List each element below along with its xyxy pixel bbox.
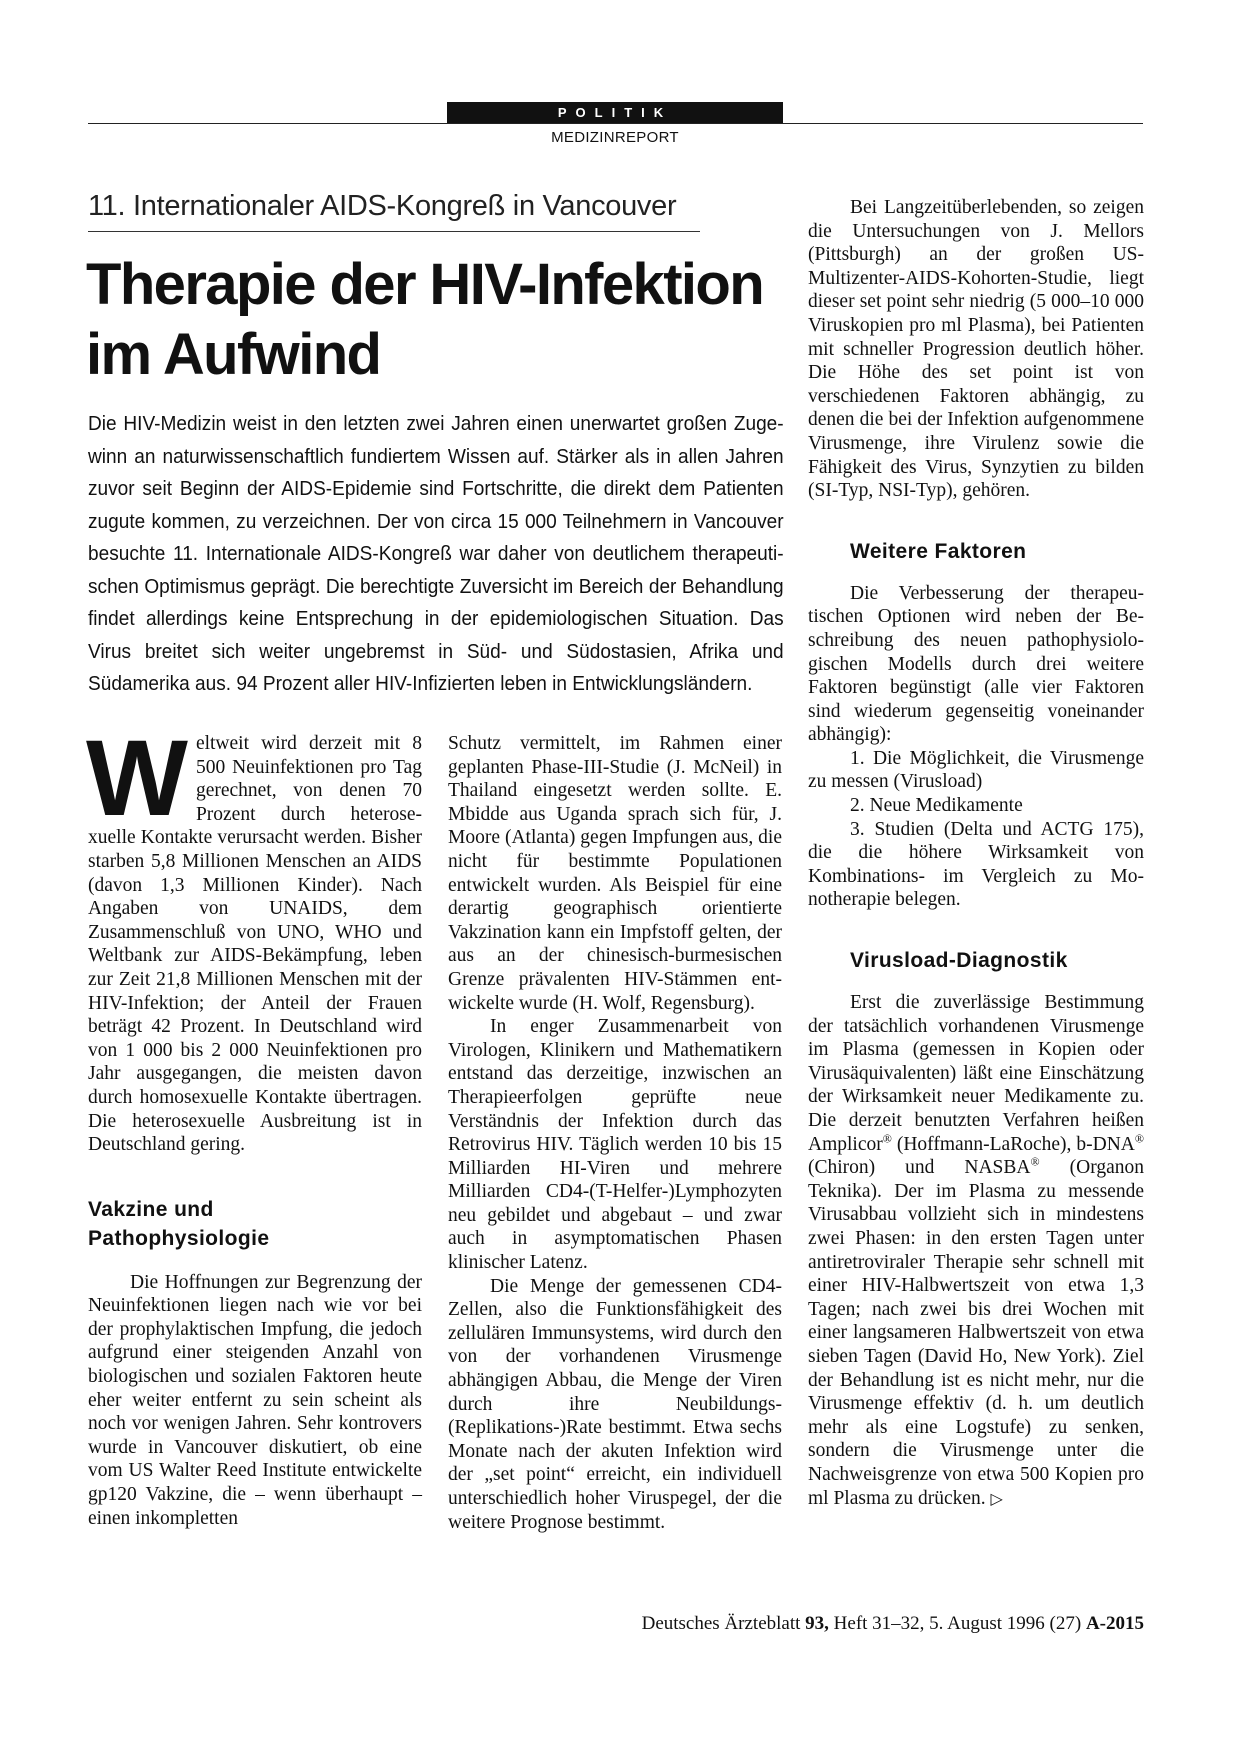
- subheading-vakzine: [88, 1195, 422, 1253]
- registered-mark: ®: [882, 1131, 892, 1146]
- page-number: A-2015: [1085, 1613, 1144, 1634]
- body-paragraph: Bei Langzeitüberlebenden, so zeigen die Untersuchungen von J. Mellors (Pittsburgh) an der großen US-Multizenter-AIDS-Kohorten-Studie, liegt dieser set point sehr niedrig (5 000–10 000 Viruskopien pro ml Plasma), bei Patienten mit schneller Progression deutlich höher. Die Höhe des set point ist von verschiedenen Faktoren abhängig, zu denen die bei der Infektion aufgenommene Virusmenge, ihre Virulenz sowie die Fähigkeit des Virus, Synzytien zu bilden (SI-Typ, NSI-Typ), gehören.: [808, 197, 1144, 502]
- subheading-virusload: Virusload-Diagnostik: [850, 949, 1068, 973]
- registered-mark: ®: [1030, 1154, 1040, 1169]
- body-column-2: [448, 732, 782, 1534]
- paragraph-text: Erst die zuverlässige Bestimmung der tatsächlich vorhandenen Virusmenge im Plasma (gemessen in Kopien oder Virusäquivalenten) läßt eine Einschätzung der Wirksamkeit neuer Medikamente zu. Die derzeit benutzten Verfahren heißen Amplicor: [808, 992, 1144, 1155]
- title-line-1: Therapie der HIV-Infektion: [86, 252, 764, 317]
- article-title: [86, 250, 786, 390]
- subsection-label: MEDIZINREPORT: [551, 129, 679, 146]
- header-rule: [88, 123, 1143, 124]
- journal-volume: 93,: [805, 1613, 829, 1634]
- paragraph-text: (Organon Teknika). Der im Plasma zu messende Virusabbau vollzieht sich in mindestens zwei Phasen: in den ersten Tagen unter antiretroviraler Therapie sehr schnell mit einer HIV-Halbwertszeit von etwa 1,3 Tagen; nach zwei bis drei Wochen mit einer langsameren Halbwertszeit von etwa sieben Tagen (David Ho, New York). Ziel der Behandlung ist es nicht mehr, nur die Virusmenge effektiv (d. h. um deutlich mehr als eine Logstufe) zu senken, sondern die Virusmenge unter die Nachweisgrenze von etwa 500 Kopien pro ml Plasma zu drücken.: [808, 1157, 1144, 1509]
- kicker-rule: [88, 231, 700, 232]
- drop-cap: W: [86, 717, 188, 838]
- body-paragraph: [86, 717, 422, 1157]
- body-paragraph: Schutz vermittelt, im Rahmen einer geplanten Phase-III-Studie (J. McNeil) in Thailand eingesetzt werden sollte. E. Mbidde aus Uganda sprach sich für, J. Moore (Atlanta) gegen Impfungen aus, die nicht für bestimmte Populationen entwickelt wurden. Als Beispiel für eine derartig geographisch orientierte Vakzination kann ein Impfstoff gelten, der aus an der chinesisch-burmesischen Grenze prävalenten HIV-Stämmen entwickelte wurde (H. Wolf, Regensburg).: [448, 733, 782, 1014]
- paragraph-text: eltweit wird derzeit mit 8 500 Neuinfektionen pro Tag gerechnet, von denen 70 Prozent durch heterosexuelle Kontakte verursacht werden. Bisher starben 5,8 Millionen Menschen an AIDS (davon 1,3 Millionen Kinder). Nach Angaben von UNAIDS, dem Zusammenschluß von UNO, WHO und Weltbank zur AIDS-Bekämpfung, leben zur Zeit 21,8 Millionen Menschen mit der HIV-Infektion; der Anteil der Frauen beträgt 42 Prozent. In Deutschland wird von 1 000 bis 2 000 Neuinfektionen pro Jahr ausgegangen, die meisten davon durch homosexuelle Kontakte übertragen. Die heterosexuelle Ausbreitung ist in Deutschland gering.: [88, 733, 422, 1156]
- body-paragraph: Die Menge der gemessenen CD4-Zellen, also die Funktionsfähigkeit des zellulären Immunsystems, wird durch den von der vorhandenen Virusmenge abhängigen Abbau, die Menge der Viren durch ihre Neubildungs-(Replikations-)Rate bestimmt. Etwa sechs Monate nach der akuten Infektion wird der „set point“ erreicht, ein individuell unterschiedlich hoher Viruspegel, der die weitere Prognose bestimmt.: [448, 1275, 782, 1533]
- body-paragraph: Die Hoffnungen zur Begrenzung der Neuinfektionen liegen nach wie vor bei der prophylaktischen Impfung, die jedoch aufgrund einer steigenden Anzahl von biologischen und sozialen Faktoren heute eher weiter entfernt zu sein scheint als noch vor wenigen Jahren. Sehr kontrovers wurde in Vancouver diskutiert, ob eine vom US Walter Reed Institute entwickelte gp120 Vakzine, die – wenn überhaupt – einen inkompletten: [88, 1271, 422, 1529]
- journal-name: Deutsches Ärzteblatt: [641, 1613, 806, 1634]
- section-label: POLITIK: [447, 102, 783, 123]
- body-column-1: [86, 717, 422, 1530]
- body-column-3: [808, 196, 1144, 1510]
- journal-issue: Heft 31–32, 5. August 1996 (27): [828, 1613, 1086, 1634]
- title-line-2: im Aufwind: [86, 322, 381, 387]
- list-item: 2. Neue Medikamente: [850, 795, 1023, 817]
- body-paragraph: In enger Zusammenarbeit von Virologen, Klinikern und Mathematikern entstand das derzeitige, inzwischen an Therapieerfolgen geprüfte neue Verständnis der Infektion durch das Retrovirus HIV. Täglich werden 10 bis 15 Milliarden HI-Viren und mehrere Milliarden CD4-(T-Helfer-)Lymphozyten neu gebildet und abgebaut – und zwar auch in asymptomatischen Phasen klinischer Latenz.: [448, 1016, 782, 1274]
- article-lead: Die HIV-Medizin weist in den letzten zwei Jahren einen unerwartet großen Zugewinn an naturwissenschaftlich fundiertem Wissen auf. Stärker als in allen Jahren zuvor seit Beginn der AIDS-Epidemie sind Fortschritte, die direkt dem Patienten zugute kommen, zu verzeichnen. Der von circa 15 000 Teilnehmern in Vancouver besuchte 11. Internationale AIDS-Kongreß war daher von deutlichem therapeutischen Optimismus geprägt. Die berechtigte Zuversicht im Bereich der Behandlung findet allerdings keine Entsprechung in der epidemiologischen Situation. Das Virus breitet sich weiter ungebremst in Süd- und Südostasien, Afrika und Südamerika aus. 94 Prozent aller HIV-Infizierten leben in Entwicklungsländern.: [88, 412, 784, 695]
- page-footer: [598, 1613, 1144, 1635]
- subheading-line: Vakzine und: [88, 1197, 214, 1221]
- body-paragraph: [808, 991, 1144, 1510]
- subheading-line: Pathophysiologie: [88, 1226, 270, 1250]
- paragraph-text: (Chiron) und NASBA: [808, 1157, 1031, 1179]
- list-item: 3. Studien (Delta und ACTG 175), die die höhere Wirksamkeit von Kombinations- im Vergleich zu Monotherapie belegen.: [808, 818, 1144, 911]
- subheading-weitere-faktoren: Weitere Faktoren: [850, 539, 1027, 563]
- registered-mark: ®: [1134, 1131, 1144, 1146]
- body-paragraph: Die Verbesserung der therapeutischen Optionen wird neben der Beschreibung des neuen pathophysiologischen Modells durch drei weitere Faktoren begünstigt (alle vier Faktoren sind wiederum gegenseitig voneinander abhängig):: [808, 582, 1144, 746]
- paragraph-text: (Hoffmann-LaRoche), b-DNA: [891, 1133, 1135, 1155]
- list-item: 1. Die Möglichkeit, die Virusmenge zu messen (Virusload): [808, 747, 1144, 793]
- article-kicker: 11. Internationaler AIDS-Kongreß in Vancouver: [88, 190, 677, 222]
- continue-arrow-icon: ▷: [990, 1488, 1003, 1508]
